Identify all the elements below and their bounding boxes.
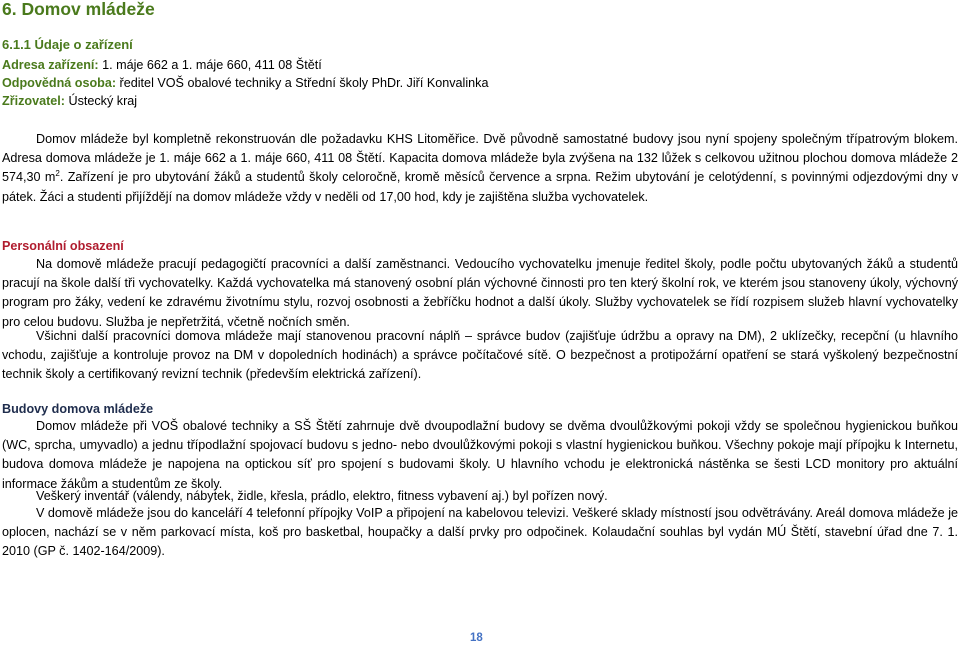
- chapter-title: 6. Domov mládeže: [2, 0, 155, 19]
- buildings-paragraph-1: [2, 417, 958, 494]
- address-label: Adresa zařízení:: [2, 58, 99, 72]
- founder-label: Zřizovatel:: [2, 94, 65, 108]
- staff-heading: Personální obsazení: [2, 239, 124, 253]
- founder-value: Ústecký kraj: [64, 94, 138, 108]
- staff-paragraph-2: [2, 327, 958, 385]
- address-line: [2, 57, 322, 73]
- intro-text-rest: . Zařízení je pro ubytování žáků a studentů školy celoročně, kromě měsíců července a srpna. Režim ubytování je celotýdenní, s povinnými odjezdovými dny v pátek. Žáci a studenti přijíždějí na domov mládeže vždy v neděli od 17,00 hod, kdy je zajištěna služba vychovatelek.: [2, 170, 959, 204]
- buildings-paragraph-3: [2, 504, 958, 562]
- page-number: 18: [470, 632, 483, 644]
- section-title: 6.1.1 Údaje o zařízení: [2, 37, 133, 52]
- superscript: 2: [55, 169, 60, 179]
- founder-line: [2, 93, 137, 109]
- responsible-value: ředitel VOŠ obalové techniky a Střední školy PhDr. Jiří Konvalinka: [116, 76, 489, 90]
- staff-paragraph-1: [2, 255, 958, 332]
- buildings-text-1: Domov mládeže při VOŠ obalové techniky a SŠ Štětí zahrnuje dvě dvoupodlažní budovy se dvěma dvoulůžkovými pokoji vždy se společnou hygienickou buňkou (WC, sprcha, umyvadlo) a jednu třípodlažní spojovací budovu s jedno- nebo dvoulůžkovými pokoji s vlastní hygienickou buňkou. Všechny pokoje mají přípojku k Internetu, budova domova mládeže je napojena na optickou síť pro spojení s budovami školy. U hlavního vchodu je elektronická nástěnka se šesti LCD monitory pro aktuální informace žákům a studentům ze školy.: [2, 419, 958, 491]
- intro-text: Domov mládeže byl kompletně rekonstruován dle požadavku KHS Litoměřice. Dvě původně samostatné budovy jsou nyní spojeny společným třípatrovým blokem. Adresa domova mládeže je 1. máje 662 a 1. máje 660, 411 08 Štětí. Kapacita domova mládeže byla zvýšena na 132 lůžek s celkovou užitnou plochou domova mládeže 2 574,30 m: [2, 132, 958, 185]
- address-value: 1. máje 662 a 1. máje 660, 411 08 Štětí: [98, 58, 322, 72]
- responsible-line: [2, 75, 488, 91]
- staff-text-2: Všichni další pracovníci domova mládeže mají stanovenou pracovní náplň – správce budov (zajišťuje údržbu a opravy na DM), 2 uklízečky, recepční (u hlavního vchodu, zajišťuje a kontroluje provoz na DM v dopoledních hodinách) a správce počítačové sítě. O bezpečnost a protipožární opatření se stará vyškolený bezpečnostní technik školy a certifikovaný revizní technik (především elektrická zařízení).: [2, 329, 958, 382]
- buildings-heading: Budovy domova mládeže: [2, 402, 154, 416]
- responsible-label: Odpovědná osoba:: [2, 76, 117, 90]
- intro-paragraph: [2, 130, 958, 207]
- buildings-text-2: Veškerý inventář (válendy, nábytek, židle, křesla, prádlo, elektro, fitness vybavení aj.) byl pořízen nový.: [36, 489, 608, 503]
- staff-text-1: Na domově mládeže pracují pedagogičtí pracovníci a další zaměstnanci. Vedoucího vychovatelku jmenuje ředitel školy, podle počtu ubytovaných žáků a studentů pracují na škole další tři vychovatelky. Každá vychovatelka má stanovený osobní plán výchovné činnosti pro ten který školní rok, ve kterém jsou stanoveny úkoly, výchovný program pro žáky, vedení ke zdravému životnímu stylu, rozvoj osobnosti a žebříčku hodnot a další úkoly. Služby vychovatelek se řídí rozpisem služeb hlavní vychovatelky pro celou budovu. Služba je nepřetržitá, včetně nočních směn.: [2, 257, 958, 329]
- buildings-text-3: V domově mládeže jsou do kanceláří 4 telefonní přípojky VoIP a připojení na kabelovou televizi. Veškeré sklady místností jsou odvětrávány. Areál domova mládeže je oplocen, nachází se v něm parkovací místa, koš pro basketbal, houpačky a další prvky pro odpočinek. Kolaudační souhlas byl vydán MÚ Štětí, stavební úřad dne 7. 1. 2010 (GP č. 1402-164/2009).: [2, 506, 958, 559]
